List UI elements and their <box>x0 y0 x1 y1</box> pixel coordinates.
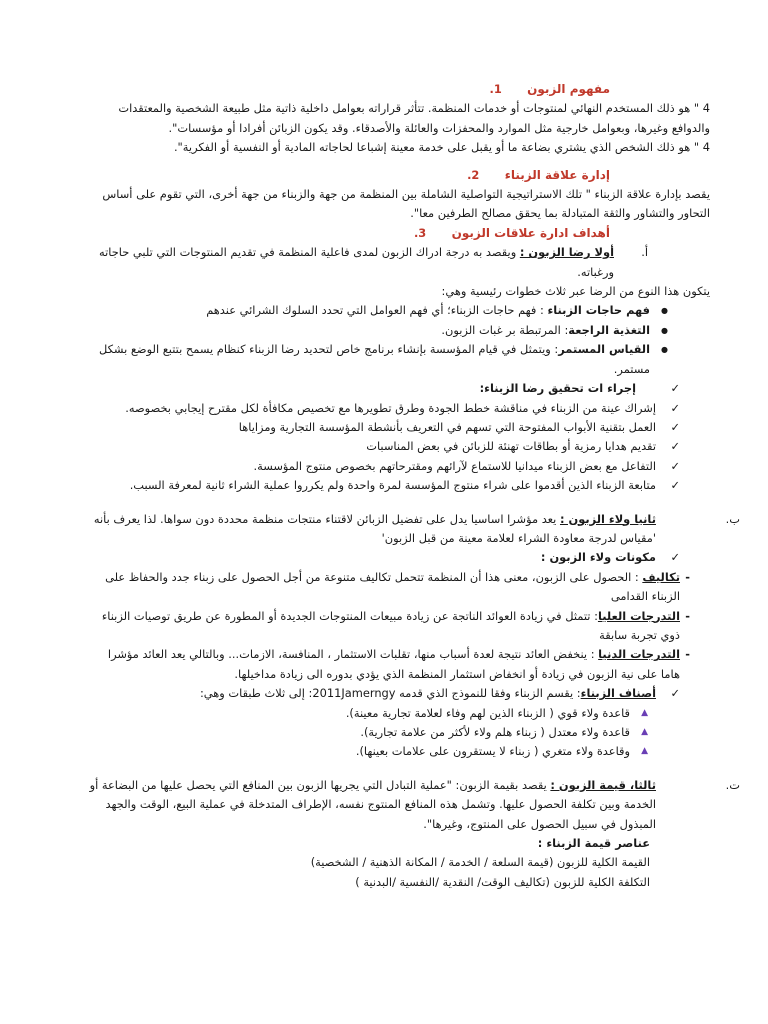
customer-types-list <box>90 704 710 762</box>
list-item: ✓ أصناف الزبناء: يقسم الزبناء وفقا للنموذج الذي قدمه 2011Jamerngy: إلى ثلاث طبقات وهي: <box>90 684 710 703</box>
satisfaction-intro: يتكون هذا النوع من الرضا عبر ثلاث خطوات رئيسية وهي: <box>441 284 710 299</box>
document-page <box>89 80 740 892</box>
list-item: ✓ العمل بتقنية الأبواب المفتوحة التي تسهم في التعريف بأنشطة المؤسسة التجارية ومزاياها <box>90 418 710 437</box>
satisfaction-steps-list <box>90 301 710 379</box>
value-paragraph <box>84 776 740 834</box>
item-letter-a: أ. <box>641 245 648 260</box>
section-1-definition-2: 4 " هو ذلك الشخص الذي يشتري بضاعة ما أو يقبل على خدمة معينة إشباعا لحاجاته المادية أو النفسية أو الفكرية". <box>173 140 710 155</box>
section-3-title: أهداف ادارة علاقات الزبون <box>451 225 610 240</box>
list-item: ✓ مكونات ولاء الزبون : <box>90 548 710 567</box>
loyalty-paragraph <box>84 510 740 549</box>
list-item: ✓ التفاعل مع بعض الزبناء ميدانيا للاستماع لآرائهم ومقترحاتهم بخصوص منتوج المؤسسة. <box>90 457 710 476</box>
section-1-definition-1: 4 " هو ذلك المستخدم النهائي لمنتوجات أو خدمات المنظمة. تتأثر قراراته بعوامل داخلية ذاتية مثل طبيعة الشخصية والمعتقدات والدوافع وغيرها، وبعوامل خارجية مثل الموارد والمحفزات والعائلة والأصدقاء. وقد يكون الزبائن أفرادا أو مؤسسات". <box>118 101 710 135</box>
value-element-2: التكلفة الكلية للزبون (تكاليف الوقت/ النقدية /النفسية /البدنية ) <box>355 874 650 889</box>
satisfaction-title: أولا رضا الزبون : <box>519 245 614 260</box>
list-item: - التدرجات الدنيا : ينخفض العائد نتيجة لعدة أسباب منها، تقلبات الاستثمار ، المنافسة، الازمات... وبالتالي يعد العائد مؤشرا هاما على نية الزبون في زيادة أو انخفاض استثمار المنظمة الذي يؤدي بدوره الى زيادة مداخيلها. <box>90 645 710 684</box>
loyalty-text: يعد مؤشرا اساسيا يدل على تفضيل الزبائن لاقتناء منتجات منظمة محددة دون سواها. لذا يعرف بأنه 'مقياس لدرجة معاودة الشراء لعلامة معينة من قبل الزبون' <box>93 511 656 545</box>
list-item: ▲ قاعدة ولاء معتدل ( زبناء هلم ولاء لأكثر من علامة تجارية). <box>90 723 710 742</box>
satisfaction-paragraph <box>90 243 710 282</box>
section-2-heading <box>90 166 710 185</box>
procedures-title: ✓ إجراء ات تحقيق رضا الزبناء: <box>90 379 710 398</box>
list-item: ● فهم حاجات الزبناء : فهم حاجات الزبناء؛ أي فهم العوامل التي تحدد السلوك الشرائي عندهم <box>90 301 710 320</box>
section-1-title: مفهوم الزبون <box>527 82 610 96</box>
section-2-paragraph: يقصد بإدارة علاقة الزبناء " تلك الاستراتيجية التواصلية الشاملة بين المنظمة من جهة والزبناء من جهة أخرى، التي تقوم على أساس التحاور والتشاور والثقة المتبادلة بما يحقق مصالح الطرفين معا". <box>102 187 710 221</box>
value-elements-title: عناصر قيمة الزبناء : <box>537 836 650 851</box>
value-title: ثالثا، قيمة الزبون : <box>550 777 656 792</box>
list-item: ▲ قاعدة ولاء قوي ( الزبناء الذين لهم وفاء لعلامة تجارية معينة). <box>90 704 710 723</box>
satisfaction-text: ويقصد به درجة ادراك الزبون لمدى فاعلية المنظمة في تقديم المنتوجات التي تلبي حاجاته ورغباته. <box>98 245 614 279</box>
value-text: يقصد بقيمة الزبون: "عملية التبادل التي يجريها الزبون بين المنافع التي يحصل عليها من البضاعة أو الخدمة وبين تكلفة الحصول عليها. وتشمل هذه المنافع المنتوج نفسه، الإطراف المتدخلة في عملية البيع، الوقت والجهد المبذول في سبيل الحصول على المنتوج، وغيرها". <box>89 777 656 831</box>
loyalty-components-list <box>90 568 710 684</box>
value-element-1: القيمة الكلية للزبون (قيمة السلعة / الخدمة / المكانة الذهنية / الشخصية) <box>310 855 650 870</box>
section-2-number: 2. <box>467 167 480 182</box>
list-item: ● التغذية الراجعة: المرتبطة بر غبات الزبون. <box>90 321 710 340</box>
list-item: - تكاليف : الحصول على الزبون، معنى هذا أن المنظمة تتحمل تكاليف متنوعة من أجل الحصول على زبناء جدد والحفاظ على الزبناء القدامى <box>90 568 710 607</box>
section-3-number: 3. <box>413 225 427 240</box>
list-item: ✓ تقديم هدايا رمزية أو بطاقات تهنئة للزبائن في بعض المناسبات <box>90 437 710 456</box>
section-3-heading <box>90 224 710 243</box>
section-2-title: إدارة علاقة الزبناء <box>504 167 610 182</box>
list-item: ● القياس المستمر: ويتمثل في قيام المؤسسة بإنشاء برنامج خاص لتحديد رضا الزبناء كنظام يسمح بتتبع الوضع بشكل مستمر. <box>90 340 710 379</box>
section-1-heading <box>90 80 710 99</box>
list-item: - التدرجات العليا: تتمثل في زيادة العوائد الناتجة عن زيادة مبيعات المنتوجات الجديدة أو المطورة عن طريق توصيات الزبناء ذوي تجربة سابقة <box>90 607 710 646</box>
loyalty-components-heading <box>90 548 710 567</box>
list-item: ✓ متابعة الزبناء الذين أقدموا على شراء منتوج المؤسسة لمرة واحدة ولم يكرروا عملية الشراء ثانية لمعرفة السبب. <box>90 476 710 495</box>
loyalty-title: ثانيا ولاء الزبون : <box>559 511 656 526</box>
item-letter-b: ب. <box>725 511 740 526</box>
section-1-number: 1. <box>489 82 502 96</box>
list-item: ✓ إشراك عينة من الزبناء في مناقشة خطط الجودة وطرق تطويرها مع تخصيص مكافأة لكل مقترح إيجابي بخصوصه. <box>90 399 710 418</box>
list-item: ▲ وقاعدة ولاء متغري ( زبناء لا يستقرون على علامات بعينها). <box>90 742 710 761</box>
customer-types-heading <box>90 684 710 703</box>
procedures-list <box>90 379 710 495</box>
item-letter-c: ت. <box>725 777 740 792</box>
